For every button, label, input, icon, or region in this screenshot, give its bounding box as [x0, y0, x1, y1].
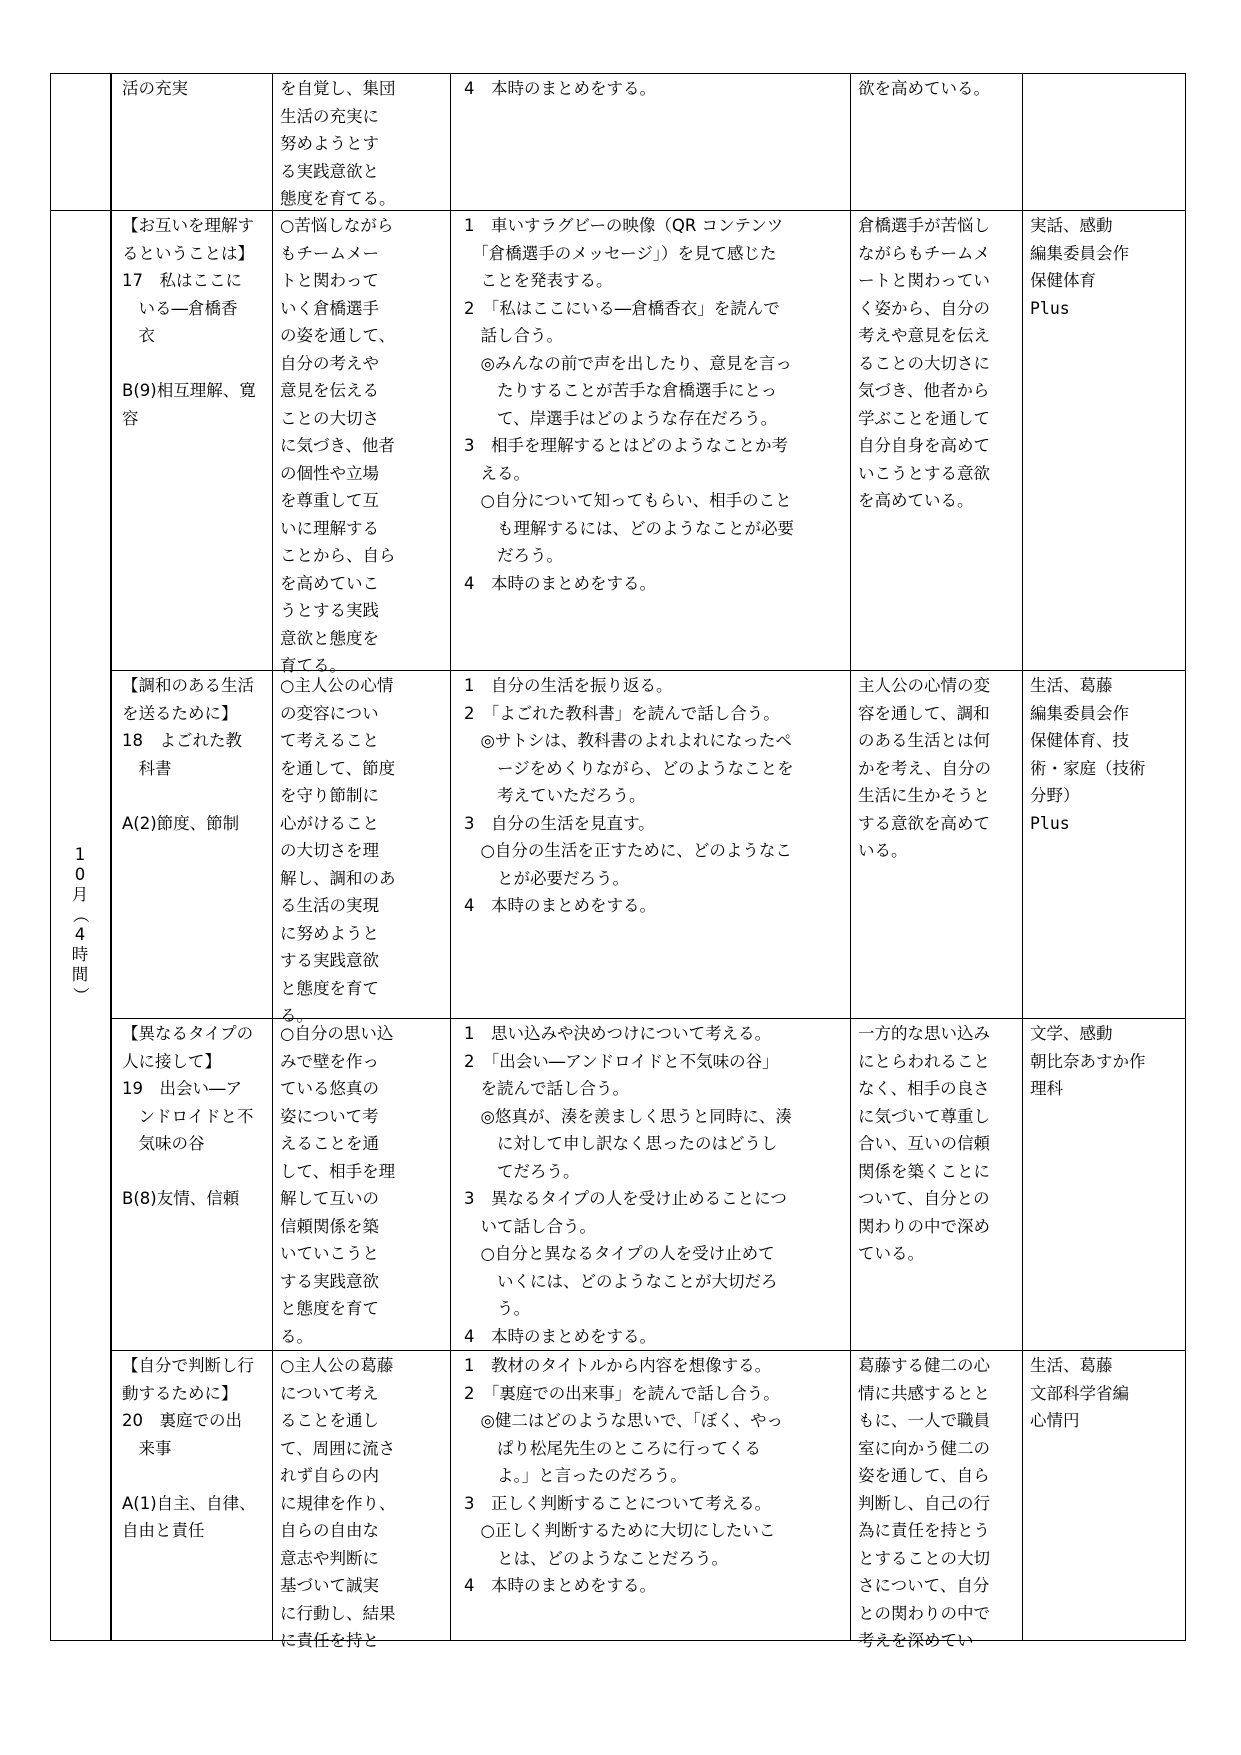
text-line: 理科	[1030, 1079, 1063, 1098]
text-line: ◎みんなの前で声を出したり、意見を言っ	[464, 353, 792, 373]
text-line: 動するために】	[122, 1383, 238, 1403]
text-line: ことの大切さ	[280, 408, 379, 428]
text-line: 【調和のある生活	[122, 676, 254, 695]
text-line: 【お互いを理解す	[122, 216, 254, 235]
text-line: ている悠真の	[280, 1079, 379, 1098]
table-top-rule	[50, 73, 1186, 74]
text-line: いくには、どのようなことが大切だろ	[464, 1271, 778, 1291]
text-line: 4 本時のまとめをする。	[464, 573, 656, 593]
text-line: 考えや意見を伝え	[858, 326, 990, 345]
aim-cell	[280, 212, 396, 680]
text-line: を自覚し、集団	[280, 79, 396, 98]
month-char: 間	[71, 965, 89, 984]
text-line: して、相手を理	[280, 1161, 396, 1181]
text-line: 姿について考	[280, 1106, 379, 1126]
month-char: 4	[74, 925, 86, 944]
text-line: 2 「よごれた教科書」を読んで話し合う。	[464, 703, 780, 723]
text-line: に対して申し訳なく思ったのはどうし	[464, 1134, 778, 1153]
text-line: との関わりの中で	[858, 1603, 990, 1623]
text-line: えることを通	[280, 1134, 379, 1153]
text-line	[122, 782, 254, 810]
text-line: 心情円	[1030, 1411, 1080, 1430]
text-line: 信頼関係を築	[280, 1216, 379, 1236]
text-line: 判断し、自己の行	[858, 1493, 990, 1513]
month-char: 月	[71, 885, 89, 904]
text-line: する意欲を高めて	[858, 813, 990, 833]
text-line: ージをめくりながら、どのようなことを	[464, 758, 794, 778]
text-line: 1 車いすラグビーの映像（QR コンテンツ	[464, 216, 784, 235]
row-rule	[110, 1018, 1186, 1019]
row-rule	[110, 670, 1186, 671]
text-line: ○自分について知ってもらい、相手のこと	[464, 491, 792, 510]
column-rule	[1185, 73, 1186, 1640]
text-line: て、周囲に流さ	[280, 1438, 396, 1458]
text-line: うとする実践	[280, 601, 379, 620]
text-line: 解し、調和のあ	[280, 868, 396, 888]
month-char: 時	[71, 945, 89, 964]
column-rule	[1022, 73, 1023, 1640]
text-line: ○自分の生活を正すために、どのようなこ	[464, 841, 792, 860]
text-line: 考えを深めてい	[858, 1631, 974, 1650]
text-line: を高めている。	[858, 491, 974, 510]
text-line: 葛藤する健二の心	[858, 1356, 990, 1375]
row-rule	[50, 210, 1186, 211]
text-line: いく倉橋選手	[280, 298, 379, 318]
text-line: いて話し合う。	[464, 1216, 596, 1236]
aim-cell	[280, 75, 396, 213]
text-line: 姿を通して、自ら	[858, 1466, 990, 1485]
text-line: 18 よごれた教	[122, 731, 242, 750]
text-line: ている。	[858, 1244, 924, 1263]
text-line: 1 思い込みや決めつけについて考える。	[464, 1024, 772, 1043]
evaluation-cell	[858, 672, 991, 865]
text-line: るということは】	[122, 243, 254, 263]
evaluation-cell	[858, 1352, 990, 1655]
table-bottom-rule	[50, 1640, 1186, 1641]
text-line: について考え	[280, 1383, 379, 1403]
text-line: ンドロイドと不	[122, 1106, 254, 1126]
text-line: 合い、互いの信頼	[858, 1134, 990, 1153]
text-line: れず自らの内	[280, 1466, 379, 1485]
evaluation-cell	[858, 75, 990, 103]
text-line: にとらわれること	[858, 1051, 990, 1071]
text-line: 欲を高めている。	[858, 79, 990, 98]
topic-cell	[122, 75, 188, 103]
text-line: 意欲と態度を	[280, 628, 379, 648]
topic-cell	[122, 672, 254, 837]
text-line: なく、相手の良さ	[858, 1079, 990, 1098]
text-line: たりすることが苦手な倉橋選手にとっ	[464, 381, 778, 400]
text-line: 「倉橋選手のメッセージ」）を見て感じた	[464, 243, 777, 263]
process-cell	[464, 212, 794, 597]
text-line: 2 「私はここにいる―倉橋香衣」を読んで	[464, 298, 780, 318]
topic-cell	[122, 1020, 254, 1213]
text-line: る。	[280, 1006, 313, 1025]
text-line: もに、一人で職員	[858, 1411, 990, 1430]
month-char: （	[71, 906, 90, 924]
text-line: 容を通して、調和	[858, 703, 990, 723]
text-line: 2 「出会い―アンドロイドと不気味の谷」	[464, 1051, 779, 1071]
month-char: 1	[74, 845, 86, 864]
text-line: 3 相手を理解するとはどのようなことか考	[464, 436, 788, 455]
text-line: う。	[464, 1299, 530, 1318]
text-line: ○主人公の葛藤	[280, 1356, 394, 1375]
text-line: 衣	[122, 326, 155, 345]
column-rule	[272, 73, 273, 1640]
notes-cell	[1030, 1352, 1129, 1435]
text-line: 文学、感動	[1030, 1024, 1113, 1043]
text-line: ○自分と異なるタイプの人を受け止めて	[464, 1244, 775, 1263]
month-char: ）	[71, 986, 90, 1004]
text-line: 保健体育、技	[1030, 731, 1129, 750]
text-line: 考えていただろう。	[464, 786, 646, 805]
text-line: 4 本時のまとめをする。	[464, 1576, 656, 1595]
text-line	[122, 1158, 254, 1186]
text-line: いる。	[858, 841, 908, 860]
text-line: Plus	[1030, 813, 1070, 833]
topic-cell	[122, 212, 256, 432]
text-line: 自らの自由な	[280, 1521, 379, 1540]
month-char: 0	[74, 865, 86, 884]
text-line: ることの大切さに	[858, 353, 990, 373]
text-line: に気づいて尊重し	[858, 1106, 990, 1126]
text-line: る。	[280, 1326, 313, 1346]
process-cell	[464, 1352, 783, 1600]
text-line: とすることの大切	[858, 1548, 990, 1568]
text-line: てだろう。	[464, 1161, 580, 1181]
text-line: の個性や立場	[280, 463, 379, 483]
text-line: 3 正しく判断することについて考える。	[464, 1493, 772, 1513]
text-line: の大切さを理	[280, 841, 379, 860]
text-line: 容	[122, 408, 139, 428]
text-line: ぱり松尾先生のところに行ってくる	[464, 1438, 761, 1458]
text-line: もチームメー	[280, 243, 379, 263]
text-line: かを考え、自分の	[858, 758, 991, 778]
text-line: に行動し、結果	[280, 1603, 396, 1623]
text-line: ◎サトシは、教科書のよれよれになったペ	[464, 731, 792, 750]
text-line: 17 私はここに	[122, 271, 242, 290]
text-line: ことを発表する。	[464, 271, 613, 290]
text-line: みで壁を作っ	[280, 1051, 379, 1071]
text-line: 室に向かう健二の	[858, 1438, 990, 1458]
text-line: 編集委員会作	[1030, 703, 1129, 723]
text-line: の姿を通して、	[280, 326, 396, 345]
text-line: と態度を育て	[280, 978, 379, 998]
text-line: とが必要だろう。	[464, 868, 629, 888]
text-line: 生活、葛藤	[1030, 676, 1113, 695]
text-line: 3 自分の生活を見直す。	[464, 813, 655, 833]
text-line: いる―倉橋香	[122, 298, 238, 318]
text-line: 気づき、他者から	[858, 381, 990, 400]
text-line: 気味の谷	[122, 1134, 205, 1153]
text-line: 編集委員会作	[1030, 243, 1129, 263]
text-line: て、岸選手はどのような存在だろう。	[464, 408, 778, 428]
month-label	[50, 845, 110, 1005]
text-line: を尊重して互	[280, 491, 379, 510]
text-line: 活の充実	[122, 79, 188, 98]
text-line: える。	[464, 463, 530, 483]
text-line: 関係を築くことに	[858, 1161, 990, 1181]
text-line: いていこうと	[280, 1244, 379, 1263]
text-line: の変容につい	[280, 703, 379, 723]
aim-cell	[280, 672, 396, 1030]
text-line: 保健体育	[1030, 271, 1096, 290]
text-line: を守り節制に	[280, 786, 379, 805]
text-line: る生活の実現	[280, 896, 379, 915]
text-line: だろう。	[464, 546, 563, 565]
text-line: ることを通し	[280, 1411, 379, 1430]
text-line: 為に責任を持とう	[858, 1521, 990, 1540]
text-line: ついて、自分との	[858, 1189, 990, 1208]
text-line: も理解するには、どのようなことが必要	[464, 518, 794, 538]
evaluation-cell	[858, 212, 990, 515]
text-line: いに理解する	[280, 518, 379, 538]
text-line: 【自分で判断し行	[122, 1356, 254, 1375]
text-line: 実話、感動	[1030, 216, 1113, 235]
text-line: ○自分の思い込	[280, 1024, 394, 1043]
text-line: 自分の考えや	[280, 353, 379, 373]
column-rule	[450, 73, 451, 1640]
text-line: る実践意欲と	[280, 161, 379, 181]
text-line: よ。」と言ったのだろう。	[464, 1466, 687, 1485]
text-line: いこうとする意欲	[858, 463, 990, 483]
text-line: する実践意欲	[280, 951, 379, 970]
text-line: A(1)自主、自律、	[122, 1493, 256, 1513]
process-cell	[464, 75, 656, 103]
text-line: 朝比奈あすか作	[1030, 1051, 1146, 1071]
text-line: 主人公の心情の変	[858, 676, 990, 695]
text-line: を送るために】	[122, 703, 238, 723]
text-line: に気づき、他者	[280, 436, 395, 455]
text-line: とは、どのようなことだろう。	[464, 1548, 728, 1568]
text-line: を読んで話し合う。	[464, 1079, 629, 1098]
notes-cell	[1030, 1020, 1146, 1103]
text-line: に責任を持と	[280, 1631, 379, 1650]
text-line: 態度を育てる。	[280, 189, 396, 208]
text-line: する実践意欲	[280, 1271, 379, 1291]
text-line: 術・家庭（技術	[1030, 758, 1146, 778]
text-line: 生活、葛藤	[1030, 1356, 1113, 1375]
text-line: 科書	[122, 758, 172, 778]
text-line: 意見を伝える	[280, 381, 379, 400]
text-line: 努めようとす	[280, 134, 379, 153]
text-line: ことから、自ら	[280, 546, 396, 565]
text-line: 2 「裏庭での出来事」を読んで話し合う。	[464, 1383, 780, 1403]
text-line: 話し合う。	[464, 326, 563, 345]
text-line: 基づいて誠実	[280, 1576, 379, 1595]
text-line: 生活の充実に	[280, 106, 379, 126]
column-rule	[110, 73, 112, 1640]
process-cell	[464, 1020, 792, 1350]
text-line: 心がけること	[280, 813, 379, 833]
text-line: 来事	[122, 1438, 172, 1458]
text-line: 1 自分の生活を振り返る。	[464, 676, 673, 695]
text-line: 3 異なるタイプの人を受け止めることにつ	[464, 1189, 787, 1208]
text-line: を通して、節度	[280, 758, 396, 778]
row-rule	[110, 1350, 1186, 1351]
text-line: ◎健二はどのような思いで、「ぼく、やっ	[464, 1411, 783, 1430]
aim-cell	[280, 1352, 396, 1655]
text-line: 学ぶことを通して	[858, 408, 990, 428]
text-line: く姿から、自分の	[858, 298, 990, 318]
aim-cell	[280, 1020, 395, 1350]
text-line: 4 本時のまとめをする。	[464, 1326, 656, 1346]
text-line: 意志や判断に	[280, 1548, 379, 1568]
text-line: を高めていこ	[280, 573, 379, 593]
topic-cell	[122, 1352, 256, 1545]
evaluation-cell	[858, 1020, 990, 1268]
text-line: ○正しく判断するために大切にしたいこ	[464, 1521, 776, 1540]
text-line: ートと関わってい	[858, 271, 990, 290]
text-line: に努めようと	[280, 923, 379, 943]
notes-cell	[1030, 212, 1129, 322]
text-line: 19 出会い―ア	[122, 1079, 242, 1098]
text-line: 育てる。	[280, 656, 346, 675]
text-line: 4 本時のまとめをする。	[464, 79, 656, 98]
text-line: トと関わって	[280, 271, 379, 290]
text-line: B(8)友情、信頼	[122, 1189, 240, 1208]
text-line: 文部科学省編	[1030, 1383, 1129, 1403]
text-line: Plus	[1030, 298, 1070, 318]
text-line	[122, 350, 256, 378]
text-line: 【異なるタイプの	[122, 1024, 254, 1043]
text-line: ○主人公の心情	[280, 676, 394, 695]
process-cell	[464, 672, 794, 920]
text-line: 解して互いの	[280, 1189, 379, 1208]
text-line: 分野）	[1030, 786, 1080, 805]
text-line: ○苦悩しながら	[280, 216, 394, 235]
text-line: 生活に生かそうと	[858, 786, 990, 805]
text-line: 一方的な思い込み	[858, 1024, 990, 1043]
text-line: て考えること	[280, 731, 379, 750]
text-line: に規律を作り、	[280, 1493, 396, 1513]
column-rule	[850, 73, 851, 1640]
text-line: B(9)相互理解、寛	[122, 381, 256, 400]
text-line: 情に共感するとと	[858, 1383, 990, 1403]
text-line: A(2)節度、節制	[122, 813, 240, 833]
text-line: 関わりの中で深め	[858, 1216, 990, 1236]
notes-cell	[1030, 672, 1146, 837]
text-line: 4 本時のまとめをする。	[464, 896, 656, 915]
text-line: 自分自身を高めて	[858, 436, 990, 455]
text-line: ◎悠真が、湊を羨ましく思うと同時に、湊	[464, 1106, 792, 1126]
text-line: ながらもチームメ	[858, 243, 990, 263]
text-line: 人に接して】	[122, 1051, 221, 1071]
text-line: 1 教材のタイトルから内容を想像する。	[464, 1356, 772, 1375]
text-line: と態度を育て	[280, 1299, 379, 1318]
text-line: さについて、自分	[858, 1576, 990, 1595]
text-line: のある生活とは何	[858, 731, 990, 750]
text-line: 倉橋選手が苦悩し	[858, 216, 990, 235]
text-line	[122, 1462, 256, 1490]
text-line: 自由と責任	[122, 1521, 205, 1540]
text-line: 20 裏庭での出	[122, 1411, 242, 1430]
